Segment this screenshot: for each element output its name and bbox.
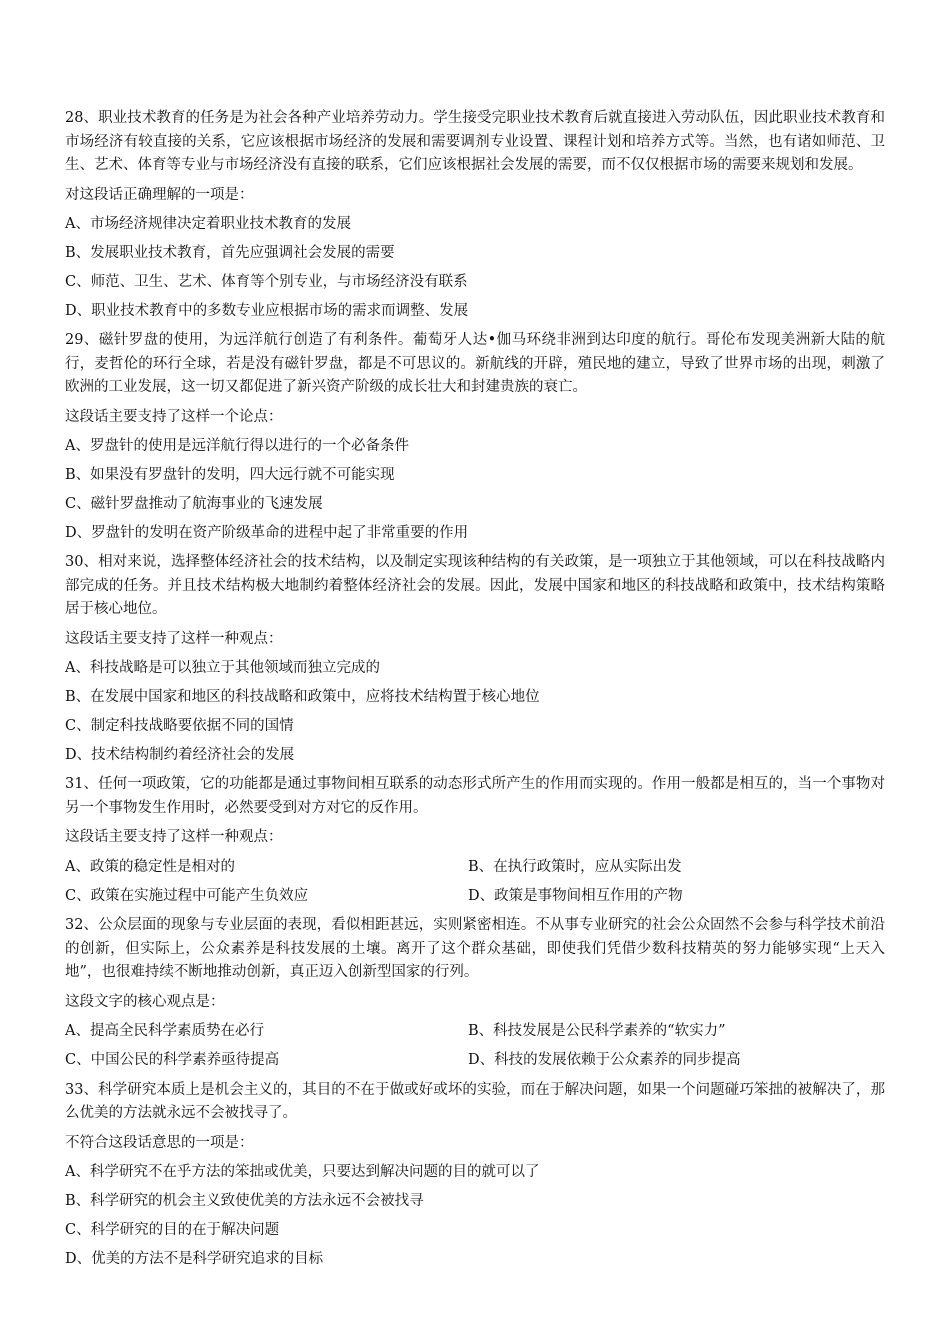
question-stem: 32、公众层面的现象与专业层面的表现，看似相距甚远，实则紧密相连。不从事专业研究的社会公众固然不会参与科学技术前沿的创新，但实际上，公众素养是科技发展的土壤。离开了这个群众基础，即使我们凭借少数科技精英的努力能够实现“上天入地”，也很难持续不断地推动创新，真正迈入创新型国家的行列。 xyxy=(65,917,885,980)
option-a: A、政策的稳定性是相对的 xyxy=(65,858,235,875)
option-d: D、职业技术教育中的多数专业应根据市场的需求而调整、发展 xyxy=(65,303,469,319)
option-b: B、如果没有罗盘针的发明，四大远行就不可能实现 xyxy=(65,467,395,483)
question-30 xyxy=(65,551,885,768)
question-32 xyxy=(65,914,885,1073)
option-c: C、制定科技战略要依据不同的国情 xyxy=(65,718,294,734)
question-prompt: 不符合这段话意思的一项是： xyxy=(65,1134,254,1151)
document-page xyxy=(65,107,885,1277)
question-31 xyxy=(65,773,885,908)
option-d: D、技术结构制约着经济社会的发展 xyxy=(65,747,295,763)
question-33 xyxy=(65,1079,885,1272)
question-prompt: 这段话主要支持了这样一种观点： xyxy=(65,829,283,845)
question-prompt: 这段文字的核心观点是： xyxy=(65,993,225,1010)
options-grid xyxy=(65,1020,885,1073)
question-stem: 30、相对来说，选择整体经济社会的技术结构，以及制定实现该种结构的有关政策，是一项独立于其他领域，可以在科技战略内部完成的任务。并且技术结构极大地制约着整体经济社会的发展。因此，发展中国家和地区的科技战略和政策中，技术结构策略居于核心地位。 xyxy=(65,554,885,617)
option-a: A、罗盘针的使用是远洋航行得以进行的一个必备条件 xyxy=(65,438,409,454)
option-d: D、政策是事物间相互作用的产物 xyxy=(468,887,683,904)
question-prompt: 这段话主要支持了这样一种观点： xyxy=(65,630,283,647)
option-c: C、师范、卫生、艺术、体育等个别专业，与市场经济没有联系 xyxy=(65,274,468,290)
option-a: A、科学研究不在乎方法的笨拙或优美，只要达到解决问题的目的就可以了 xyxy=(65,1164,540,1180)
option-b: B、科学研究的机会主义致使优美的方法永远不会被找寻 xyxy=(65,1193,424,1209)
question-prompt: 对这段话正确理解的一项是： xyxy=(65,186,254,203)
options-grid xyxy=(65,856,885,909)
option-c: C、磁针罗盘推动了航海事业的飞速发展 xyxy=(65,496,323,512)
option-c: C、科学研究的目的在于解决问题 xyxy=(65,1222,280,1238)
question-stem: 33、科学研究本质上是机会主义的，其目的不在于做或好或坏的实验，而在于解决问题，如果一个问题碰巧笨拙的被解决了，那么优美的方法就永远不会被找寻了。 xyxy=(65,1081,885,1121)
option-b: B、在发展中国家和地区的科技战略和政策中，应将技术结构置于核心地位 xyxy=(65,689,540,705)
option-a: A、科技战略是可以独立于其他领域而独立完成的 xyxy=(65,660,380,676)
option-b: B、科技发展是公民科学素养的“软实力” xyxy=(468,1023,726,1039)
question-stem: 31、任何一项政策，它的功能都是通过事物间相互联系的动态形式所产生的作用而实现的。作用一般都是相互的，当一个事物对另一个事物发生作用时，必然要受到对方对它的反作用。 xyxy=(65,776,885,816)
option-c: C、中国公民的科学素养亟待提高 xyxy=(65,1052,280,1068)
option-d: D、罗盘针的发明在资产阶级革命的进程中起了非常重要的作用 xyxy=(65,525,469,541)
question-stem: 29、磁针罗盘的使用，为远洋航行创造了有利条件。葡萄牙人达•伽马环绕非洲到达印度的航行。哥伦布发现美洲新大陆的航行，麦哲伦的环行全球，若是没有磁针罗盘，都是不可思议的。新航线的开辟，殖民地的建立，导致了世界市场的出现，刺激了欧洲的工业发展，这一切又都促进了新兴资产阶级的成长壮大和封建贵族的衰亡。 xyxy=(65,332,885,395)
option-b: B、发展职业技术教育，首先应强调社会发展的需要 xyxy=(65,245,395,261)
option-d: D、优美的方法不是科学研究追求的目标 xyxy=(65,1251,324,1267)
question-28 xyxy=(65,107,885,324)
option-b: B、在执行政策时，应从实际出发 xyxy=(468,858,682,875)
option-c: C、政策在实施过程中可能产生负效应 xyxy=(65,887,309,904)
option-a: A、提高全民科学素质势在必行 xyxy=(65,1023,264,1039)
question-29 xyxy=(65,329,885,546)
question-prompt: 这段话主要支持了这样一个论点： xyxy=(65,408,283,425)
option-a: A、市场经济规律决定着职业技术教育的发展 xyxy=(65,216,351,232)
question-stem: 28、职业技术教育的任务是为社会各种产业培养劳动力。学生接受完职业技术教育后就直接进入劳动队伍，因此职业技术教育和市场经济有较直接的关系，它应该根据市场经济的发展和需要调剂专业设置、课程计划和培养方式等。当然，也有诸如师范、卫生、艺术、体育等专业与市场经济没有直接的联系，它们应该根据社会发展的需要，而不仅仅根据市场的需要来规划和发展。 xyxy=(65,110,885,173)
option-d: D、科技的发展依赖于公众素养的同步提高 xyxy=(468,1052,741,1068)
